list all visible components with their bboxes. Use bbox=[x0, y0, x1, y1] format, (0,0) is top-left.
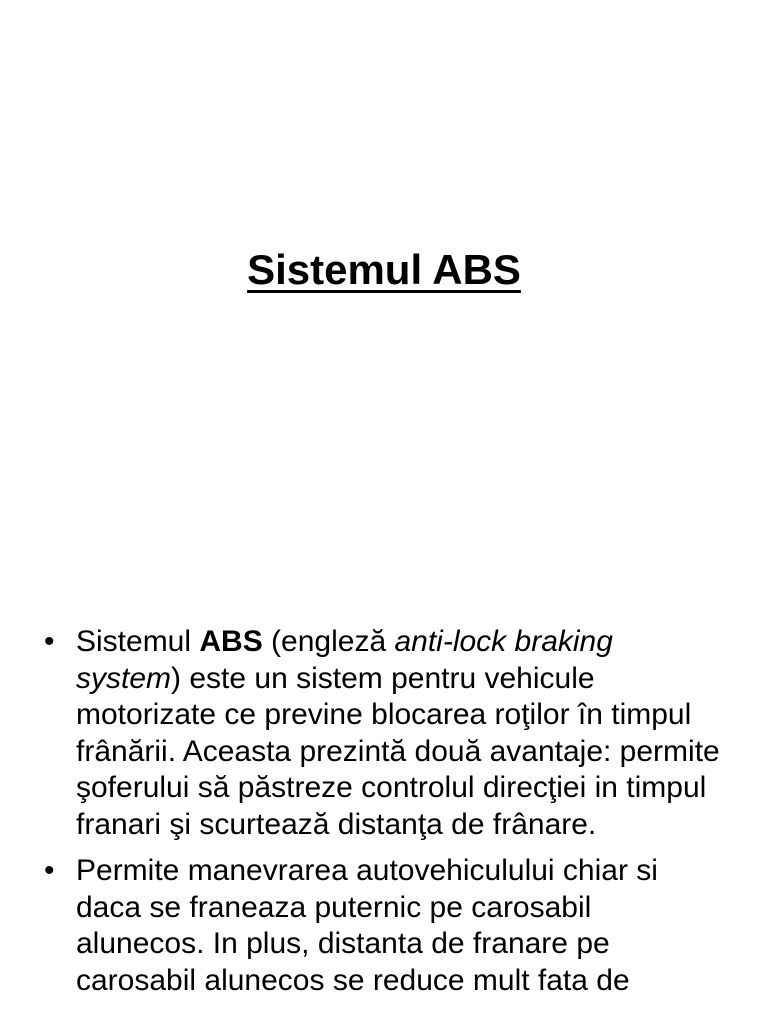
abs-bold-term: ABS bbox=[199, 625, 263, 658]
english-term-italic: anti-lock braking bbox=[394, 625, 613, 658]
slide-title: Sistemul ABS bbox=[247, 246, 521, 294]
bullet-list bbox=[44, 624, 724, 1009]
bullet-text-segment: (engleză bbox=[262, 625, 395, 658]
bullet-icon: • bbox=[44, 625, 55, 658]
bullet-text-segment: Sistemul bbox=[76, 625, 200, 658]
english-term-italic: system bbox=[76, 661, 172, 695]
bullet-text-segment: ) este un sistem pentru vehicule motorizate ce previne blocarea roţilor în timpul frânării. Aceasta prezintă două avantaje: permite şoferului să păstreze controlul direcţiei in timpul franari şi scurtează distanţa de frânare. bbox=[76, 661, 720, 841]
bullet-icon: • bbox=[44, 854, 55, 887]
bullet-item bbox=[44, 853, 724, 999]
bullet-item bbox=[44, 624, 724, 843]
bullet-text: Permite manevrarea autovehiculului chiar si daca se franeaza puternic pe carosabil alunecos. In plus, distanta de franare pe carosabil alunecos se reduce mult fata de bbox=[76, 854, 658, 997]
